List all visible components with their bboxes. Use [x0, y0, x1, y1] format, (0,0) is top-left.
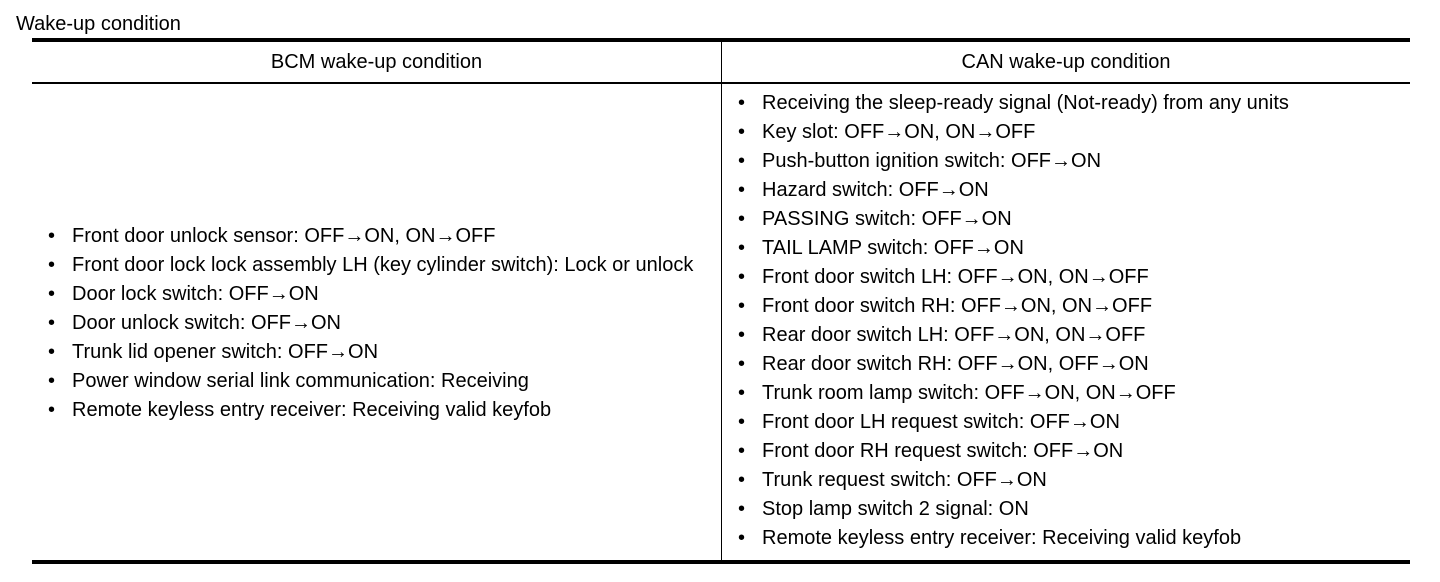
bullet-icon: • — [48, 340, 56, 363]
bullet-icon: • — [48, 224, 56, 247]
list-item-text: Front door unlock sensor: OFF→ON, ON→OFF — [72, 224, 496, 247]
bullet-icon: • — [738, 498, 746, 520]
list-item — [722, 234, 1410, 263]
list-item — [32, 338, 721, 367]
list-item-text: Stop lamp switch 2 signal: ON — [762, 498, 1029, 520]
bullet-icon: • — [738, 324, 746, 346]
list-item — [32, 309, 721, 338]
bullet-icon: • — [738, 440, 746, 462]
list-item — [32, 280, 721, 309]
list-item — [722, 408, 1410, 437]
bullet-icon: • — [48, 369, 56, 392]
list-item — [722, 176, 1410, 205]
list-item — [722, 437, 1410, 466]
list-item-text: Front door switch RH: OFF→ON, ON→OFF — [762, 295, 1153, 317]
bullet-icon: • — [738, 92, 746, 114]
bullet-icon: • — [48, 311, 56, 334]
bullet-icon: • — [48, 282, 56, 305]
list-item-text: TAIL LAMP switch: OFF→ON — [762, 237, 1024, 259]
list-item — [722, 350, 1410, 379]
wake-up-condition-table — [32, 38, 1410, 564]
list-item-text: Receiving the sleep-ready signal (Not-ready) from any units — [762, 92, 1289, 114]
list-item-text: Remote keyless entry receiver: Receiving valid keyfob — [762, 527, 1242, 549]
bullet-icon: • — [738, 208, 746, 230]
list-item-text: Key slot: OFF→ON, ON→OFF — [762, 121, 1036, 143]
list-item-text: Front door RH request switch: OFF→ON — [762, 440, 1124, 462]
list-item-text: PASSING switch: OFF→ON — [762, 208, 1012, 230]
header-bcm-wake-up-condition: BCM wake-up condition — [270, 51, 483, 73]
list-item-text: Trunk room lamp switch: OFF→ON, ON→OFF — [762, 382, 1176, 404]
can-conditions-cell — [722, 84, 1410, 560]
list-item-text: Remote keyless entry receiver: Receiving valid keyfob — [72, 398, 552, 421]
list-item-text: Trunk request switch: OFF→ON — [762, 469, 1047, 491]
bullet-icon: • — [738, 295, 746, 317]
list-item-text: Rear door switch RH: OFF→ON, OFF→ON — [762, 353, 1149, 375]
list-item-text: Hazard switch: OFF→ON — [762, 179, 989, 201]
list-item-text: Door lock switch: OFF→ON — [72, 282, 319, 305]
bullet-icon: • — [738, 266, 746, 288]
list-item-text: Trunk lid opener switch: OFF→ON — [72, 340, 379, 363]
list-item-text: Front door LH request switch: OFF→ON — [762, 411, 1120, 433]
list-item — [722, 495, 1410, 524]
bullet-icon: • — [48, 253, 56, 276]
list-item-text: Front door lock lock assembly LH (key cylinder switch): Lock or unlock — [72, 253, 694, 276]
list-item — [722, 466, 1410, 495]
bullet-icon: • — [738, 179, 746, 201]
list-item — [722, 205, 1410, 234]
bullet-icon: • — [738, 527, 746, 549]
list-item-text: Power window serial link communication: Receiving — [72, 369, 529, 392]
list-item — [722, 321, 1410, 350]
bullet-icon: • — [738, 121, 746, 143]
bullet-icon: • — [738, 411, 746, 433]
list-item-text: Door unlock switch: OFF→ON — [72, 311, 341, 334]
list-item — [722, 263, 1410, 292]
list-item-text: Front door switch LH: OFF→ON, ON→OFF — [762, 266, 1149, 288]
list-item — [722, 292, 1410, 321]
table-caption: Wake-up condition — [16, 13, 181, 35]
can-conditions-list — [722, 89, 1410, 553]
bcm-conditions-cell — [32, 84, 721, 560]
list-item — [32, 367, 721, 396]
bullet-icon: • — [738, 150, 746, 172]
list-item-text: Push-button ignition switch: OFF→ON — [762, 150, 1102, 172]
bullet-icon: • — [48, 398, 56, 421]
bullet-icon: • — [738, 237, 746, 259]
list-item — [32, 222, 721, 251]
list-item — [722, 379, 1410, 408]
bullet-icon: • — [738, 353, 746, 375]
list-item-text: Rear door switch LH: OFF→ON, ON→OFF — [762, 324, 1146, 346]
bcm-conditions-list — [32, 222, 721, 425]
list-item — [32, 251, 721, 280]
list-item — [722, 524, 1410, 553]
header-can-wake-up-condition: CAN wake-up condition — [961, 51, 1171, 73]
list-item — [722, 118, 1410, 147]
list-item — [722, 89, 1410, 118]
bullet-icon: • — [738, 469, 746, 491]
list-item — [32, 396, 721, 425]
list-item — [722, 147, 1410, 176]
bullet-icon: • — [738, 382, 746, 404]
